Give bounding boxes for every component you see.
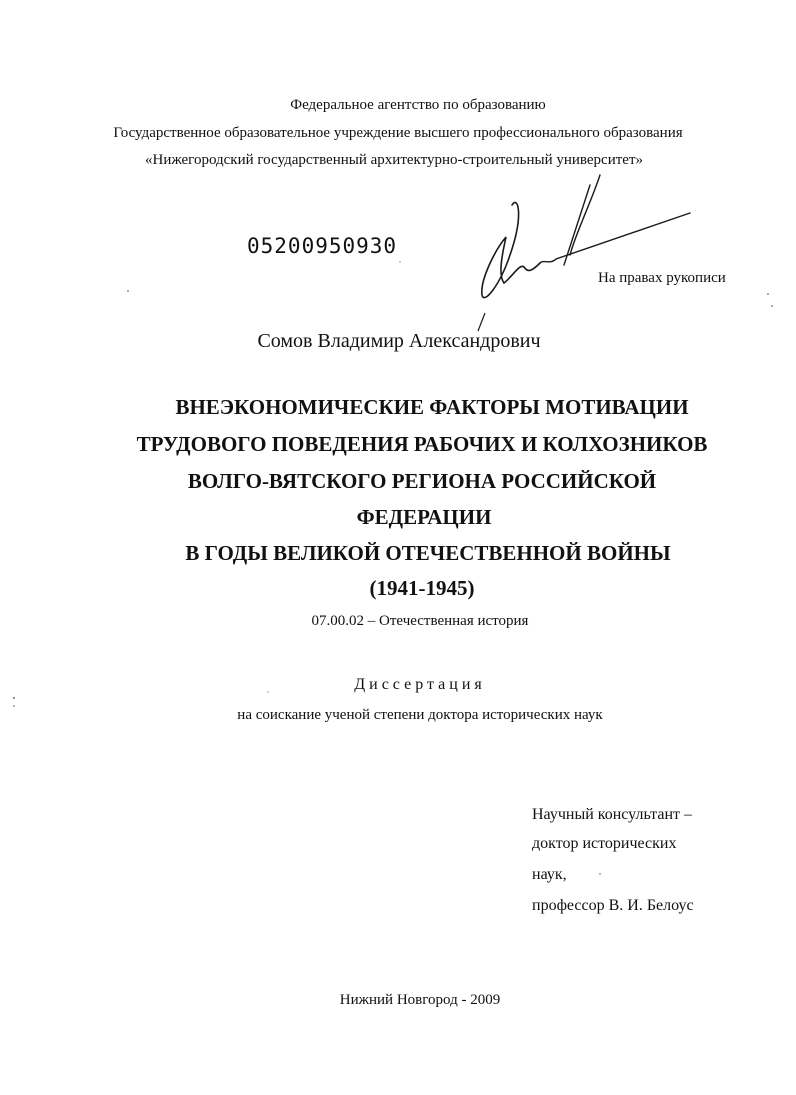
consultant-line: профессор В. И. Белоус: [532, 897, 694, 914]
title-line: ВНЕЭКОНОМИЧЕСКИЕ ФАКТОРЫ МОТИВАЦИИ: [175, 395, 689, 419]
consultant-line: Научный консультант –: [532, 806, 692, 823]
place-and-year: Нижний Новгород - 2009: [339, 992, 501, 1008]
archive-number: 05200950930: [247, 234, 398, 258]
specialty-code: 07.00.02 – Отечественная история: [311, 613, 529, 629]
consultant-line: наук,: [532, 866, 567, 883]
handwritten-signature: [440, 155, 720, 345]
degree-statement: на соискание ученой степени доктора исторических наук: [237, 707, 603, 723]
consultant-line: доктор исторических: [532, 835, 677, 852]
title-line: (1941-1945): [369, 576, 475, 600]
title-line: В ГОДЫ ВЕЛИКОЙ ОТЕЧЕСТВЕННОЙ ВОЙНЫ: [185, 541, 671, 565]
university-name: «Нижегородский государственный архитектурно-строительный университет»: [144, 152, 644, 168]
title-line: ВОЛГО-ВЯТСКОГО РЕГИОНА РОССИЙСКОЙ: [187, 469, 657, 493]
institution-name: Государственное образовательное учреждение высшего профессионального образования: [113, 125, 683, 141]
manuscript-rights-note: На правах рукописи: [598, 270, 726, 286]
agency-name: Федеральное агентство по образованию: [290, 97, 546, 113]
title-line: ФЕДЕРАЦИИ: [356, 505, 492, 529]
author-name: Сомов Владимир Александрович: [257, 330, 541, 352]
document-type: Диссертация: [354, 676, 486, 693]
title-line: ТРУДОВОГО ПОВЕДЕНИЯ РАБОЧИХ И КОЛХОЗНИКОВ: [136, 432, 708, 456]
